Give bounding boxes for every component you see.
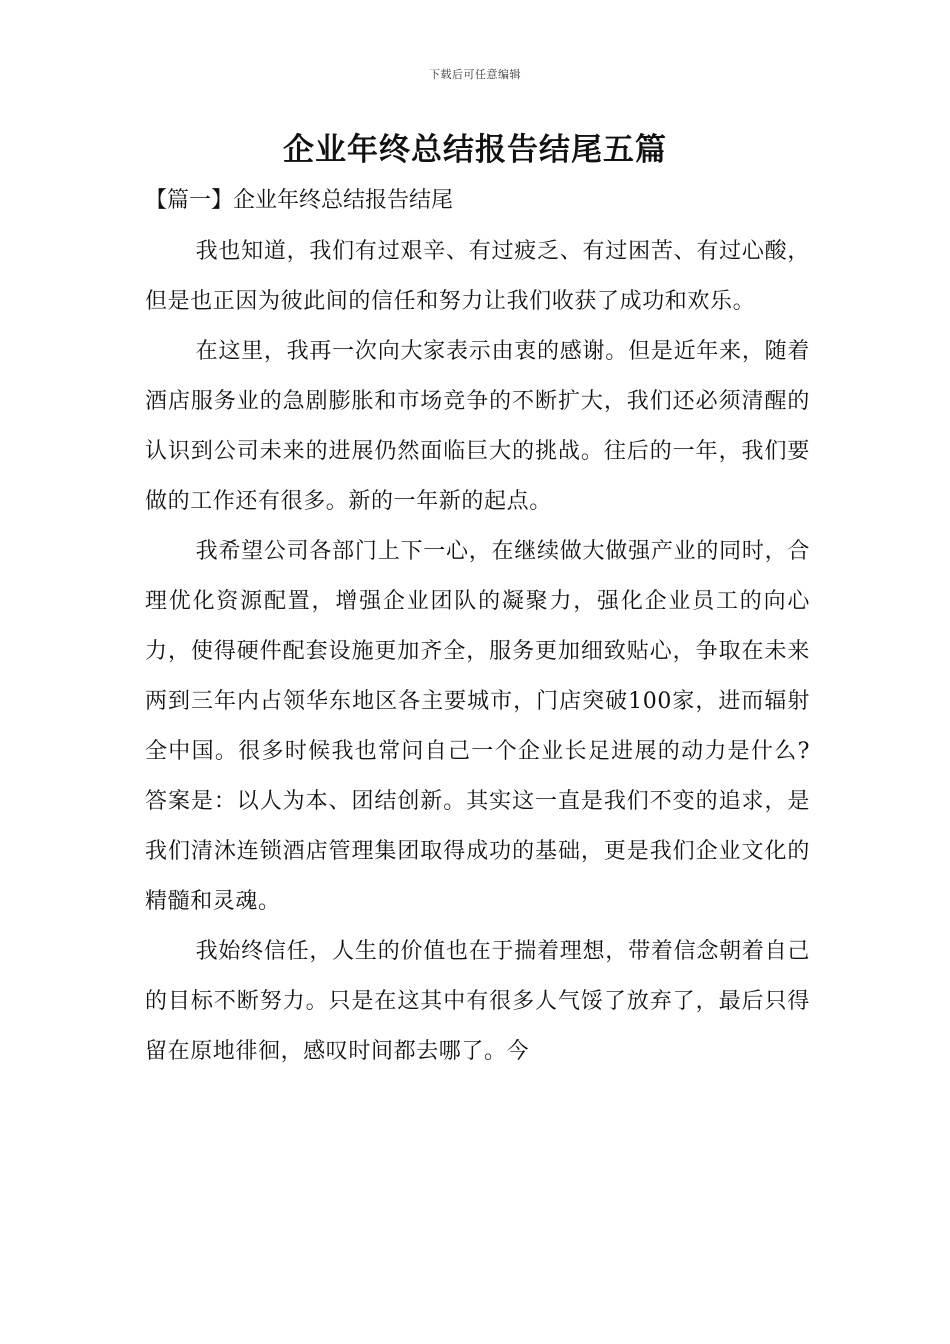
paragraph: 我也知道，我们有过艰辛、有过疲乏、有过困苦、有过心酸，但是也正因为彼此间的信任和努力让我们收获了成功和欢乐。 — [145, 239, 810, 314]
document-title: 企业年终总结报告结尾五篇 — [283, 132, 667, 168]
header-note: 下载后可任意编辑 — [429, 68, 521, 81]
paragraph: 在这里，我再一次向大家表示由衷的感谢。但是近年来，随着酒店服务业的急剧膨胀和市场竞争的不断扩大，我们还必须清醒的认识到公司未来的进展仍然面临巨大的挑战。往后的一年，我们要做的工作还有很多。新的一年新的起点。 — [145, 339, 810, 514]
section-heading: 【篇一】企业年终总结报告结尾 — [145, 188, 454, 213]
document-body — [145, 182, 810, 1077]
paragraph: 我始终信任，人生的价值也在于揣着理想，带着信念朝着自己的目标不断努力。只是在这其中有很多人气馁了放弃了，最后只得留在原地徘徊，感叹时间都去哪了。今 — [145, 939, 810, 1064]
paragraph: 我希望公司各部门上下一心，在继续做大做强产业的同时，合理优化资源配置，增强企业团队的凝聚力，强化企业员工的向心力，使得硬件配套设施更加齐全，服务更加细致贴心，争取在未来两到三年内占领华东地区各主要城市，门店突破100家，进而辐射全中国。很多时候我也常问自己一个企业长足进展的动力是什么?答案是：以人为本、团结创新。其实这一直是我们不变的追求，是我们清沐连锁酒店管理集团取得成功的基础，更是我们企业文化的精髓和灵魂。 — [145, 539, 810, 914]
